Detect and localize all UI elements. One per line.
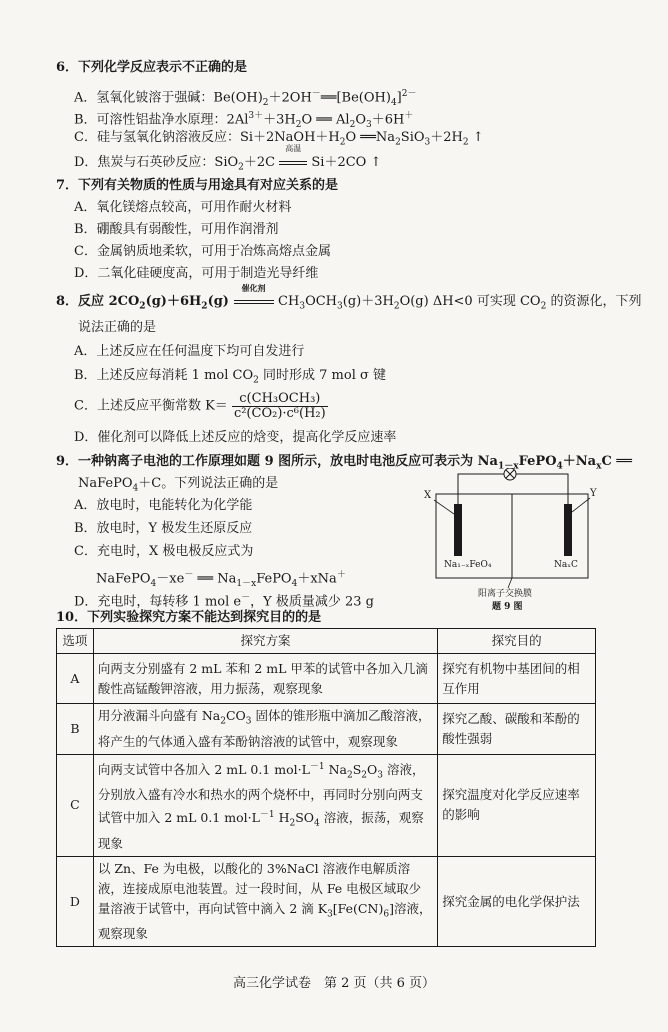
reaction-condition: 催化剂 xyxy=(234,292,274,312)
q8-stem: 8．反应 $2CO_2(g)+6H_2(g)$ 催化剂 $CH_3OCH_3(g)+3H_2O(g)$ ΔH<0 可实现 $CO_2$ 的资源化，下列 xyxy=(56,283,642,312)
row-option: D xyxy=(57,856,94,947)
q6-option-d: D．焦炭与石英砂反应：SiO$_2$＋2C 高温 Si＋2CO ↑ xyxy=(74,144,382,173)
row-goal: 探究金属的电化学保护法 xyxy=(438,856,596,947)
left-electrode-material: Na₁₋ₓFeO₄ xyxy=(444,560,492,570)
membrane-label: 阳离子交换膜 xyxy=(478,589,533,599)
experiment-table xyxy=(56,628,596,947)
q9-stem: 9．一种钠离子电池的工作原理如题 9 图所示，放电时电池反应可表示为 $Na_{1-x}FePO_4+Na_xC$ ══ xyxy=(56,454,632,472)
table-row xyxy=(57,654,596,704)
row-goal: 探究有机物中基团间的相互作用 xyxy=(438,654,596,704)
header-option: 选项 xyxy=(57,629,94,654)
page-footer: 高三化学试卷 第 2 页（共 6 页） xyxy=(232,976,436,991)
equilibrium-constant-fraction: $\frac{\text{c(CH₃OCH₃)}}{\text{c²(CO₂)·c⁶(H₂)}}$ xyxy=(233,391,326,421)
battery-diagram xyxy=(422,468,598,614)
reaction-condition: 高温 xyxy=(279,153,307,173)
q9-option-b: B．放电时，Y 极发生还原反应 xyxy=(74,521,253,536)
header-plan: 探究方案 xyxy=(93,629,437,654)
row-option: C xyxy=(57,754,94,856)
q9-option-c-equation: NaFePO$_4$－xe－ ══ $Na_{1-x}FePO_4+xNa^+$ xyxy=(96,570,346,589)
row-option: B xyxy=(57,704,94,755)
table-row xyxy=(57,856,596,947)
q7-option-a: A．氧化镁熔点较高，可用作耐火材料 xyxy=(74,200,292,215)
table-row xyxy=(57,704,596,755)
row-plan: 向两支分别盛有 2 mL 苯和 2 mL 甲苯的试管中各加入几滴酸性高锰酸钾溶液，用力振荡，观察现象 xyxy=(93,654,437,704)
q7-option-d: D．二氧化硅硬度高，可用于制造光导纤维 xyxy=(74,266,319,281)
table-row xyxy=(57,754,596,856)
q6-option-c: C．硅与氢氧化钠溶液反应：$Si+2NaOH+H_2O$ $══Na_2SiO_3+2H_2$ ↑ xyxy=(74,130,484,148)
q7-stem: 7．下列有关物质的性质与用途具有对应关系的是 xyxy=(56,178,339,193)
label-y: Y xyxy=(590,488,597,499)
q9-option-c: C．充电时，X 极电极反应式为 xyxy=(74,544,254,559)
q9-option-d: D．充电时，每转移 1 mol e－，Y 极质量减少 23 g xyxy=(74,593,374,610)
row-option: A xyxy=(57,654,94,704)
q9-stem-cont: NaFePO$_4$＋C。下列说法正确的是 xyxy=(78,476,279,494)
q9-option-a: A．放电时，电能转化为化学能 xyxy=(74,498,253,513)
row-plan: 向两支试管中各加入 2 mL 0.1 $mol\cdot L^{-1}$ $Na_2S_2O_3$ 溶液，分别放入盛有冷水和热水的两个烧杯中，再同时分别向两支试管中加入 2 mL 0.1 $mol\cdot L^{-1}$ $H_2SO_4$ 溶液，振荡，观察现象 xyxy=(93,754,437,856)
q6-option-a: A．氢氧化铍溶于强碱：$Be(OH)_2+2OH^-══[Be(OH)_4]^{2-}$ xyxy=(74,89,417,108)
q8-option-b: B．上述反应每消耗 1 mol $CO_2$ 同时形成 7 mol σ 键 xyxy=(74,368,386,386)
q8-option-c: C．上述反应平衡常数 K＝ $\frac{\text{c(CH₃OCH₃)}}{\text{c²(CO₂)·c⁶(H₂)}}$ xyxy=(74,391,326,421)
right-electrode-material: NaₓC xyxy=(554,560,578,570)
figure-caption: 题 9 图 xyxy=(492,602,523,612)
q7-option-b: B．硼酸具有弱酸性，可用作润滑剂 xyxy=(74,222,279,237)
q8-stem-cont: 说法正确的是 xyxy=(78,320,157,335)
q7-option-c: C．金属钠质地柔软，可用于冶炼高熔点金属 xyxy=(74,244,331,259)
row-plan: 用分液漏斗向盛有 $Na_2CO_3$ 固体的锥形瓶中滴加乙酸溶液，将产生的气体通入盛有苯酚钠溶液的试管中，观察现象 xyxy=(93,704,437,755)
header-goal: 探究目的 xyxy=(438,629,596,654)
q6-stem: 6．下列化学反应表示不正确的是 xyxy=(56,60,248,75)
table-header-row xyxy=(57,629,596,654)
q10-stem: 10．下列实验探究方案不能达到探究目的的是 xyxy=(56,610,322,625)
q6-option-b: B．可溶性铝盐净水原理：$2Al^{3+}+3H_2O$ ══ $Al_2O_3+6H^+$ xyxy=(74,111,414,130)
row-plan: 以 Zn、Fe 为电极，以酸化的 3%NaCl 溶液作电解质溶液，连接成原电池装置。过一段时间，从 Fe 电极区域取少量溶液于试管中，再向试管中滴入 2 滴 $K_3[Fe(CN)_6]$溶液，观察现象 xyxy=(93,856,437,947)
row-goal: 探究温度对化学反应速率的影响 xyxy=(438,754,596,856)
q8-option-d: D．催化剂可以降低上述反应的焓变，提高化学反应速率 xyxy=(74,430,397,445)
q8-option-a: A．上述反应在任何温度下均可自发进行 xyxy=(74,344,305,359)
row-goal: 探究乙酸、碳酸和苯酚的酸性强弱 xyxy=(438,704,596,755)
label-x: X xyxy=(424,490,432,501)
